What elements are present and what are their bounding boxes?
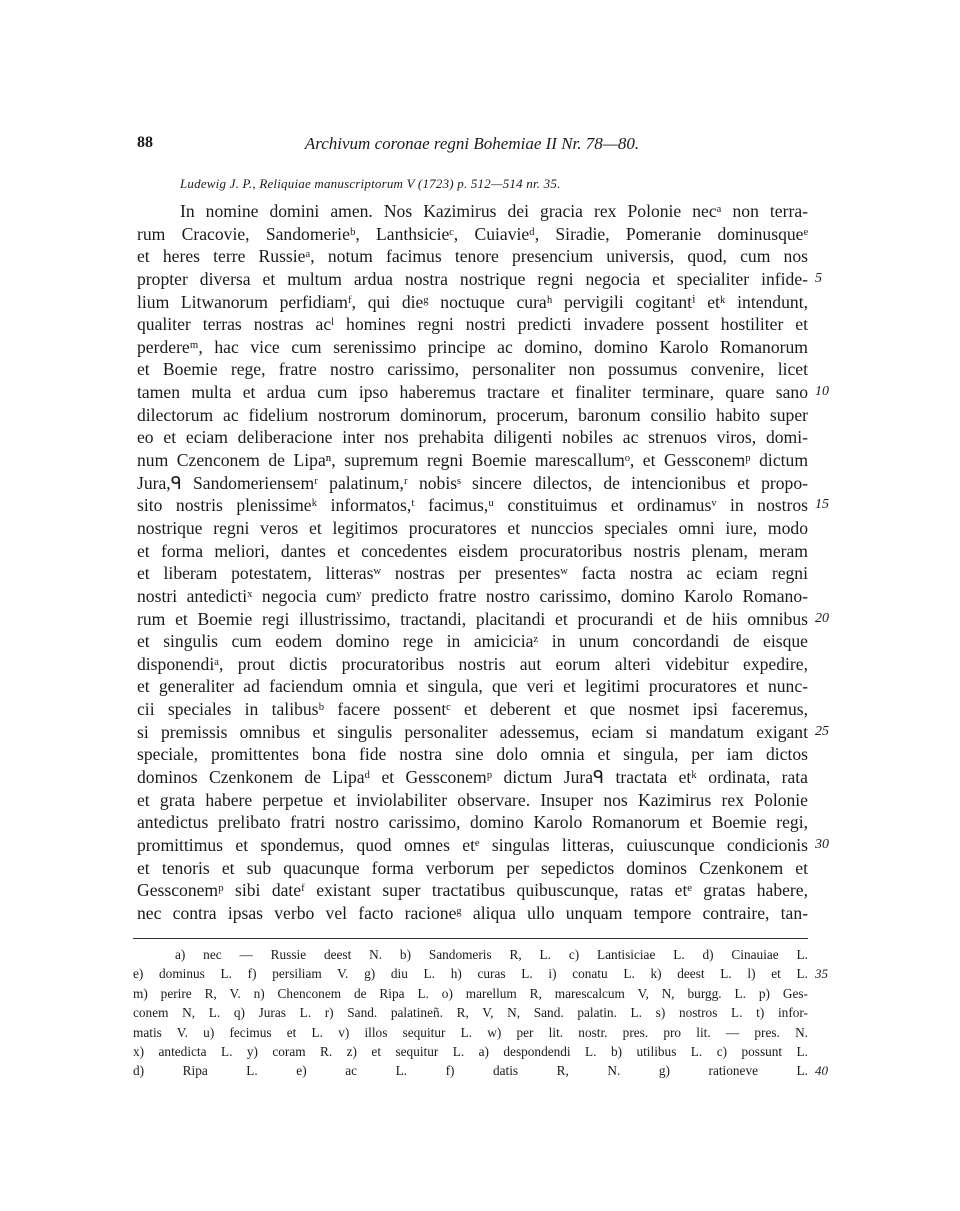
text-line-content: et grata habere perpetue et inviolabiliter observare. Insuper nos Kazimirus rex Polonie <box>137 789 808 810</box>
text-line-content: num Czenconem de Lipaⁿ, supremum regni Boemie marescallumᵒ, et Gessconemᵖ dictum <box>137 450 808 471</box>
text-line-content: qualiter terras nostras acˡ homines regni nostri predicti invadere possent hostiliter et <box>137 314 808 335</box>
text-line-content: nostrique regni veros et legitimos procuratores et nunccios speciales omni iure, modo <box>137 517 808 538</box>
footnotes <box>133 938 828 1081</box>
text-line <box>137 472 808 495</box>
text-line <box>137 494 829 517</box>
line-number: 20 <box>815 610 829 626</box>
text-line <box>137 698 808 721</box>
text-line <box>137 200 808 223</box>
text-line <box>137 245 808 268</box>
footnote-text: m) perire R, V. n) Chenconem de Ripa L. o) marellum R, marescalcum V, N, burgg. L. p) Ges- <box>133 985 808 1001</box>
source-citation: Ludewig J. P., Reliquiae manuscriptorum V (1723) p. 512—514 nr. 35. <box>180 176 561 191</box>
text-line <box>137 766 808 789</box>
text-line-content: promittimus et spondemus, quod omnes etᵉ singulas litteras, cuiuscunque condicionis <box>137 834 808 855</box>
running-title: Archivum coronae regni Bohemiae II Nr. 78—80. <box>304 134 640 153</box>
text-line <box>137 358 808 381</box>
text-line <box>137 585 808 608</box>
text-line <box>137 517 808 540</box>
text-line-content: Gessconemᵖ sibi dateᶠ existant super tractatibus quibuscunque, ratas etᵉ gratas habere, <box>137 880 808 901</box>
text-line <box>137 540 808 563</box>
text-line-content: et liberam potestatem, litterasʷ nostras per presentesʷ facta nostra ac eciam regni <box>137 563 808 584</box>
text-line <box>137 653 808 676</box>
text-line <box>137 381 829 404</box>
footnote-line <box>133 1042 808 1061</box>
text-line-content: nostri antedictiˣ negocia cumʸ predicto fratre nostro carissimo, domino Karolo Romano- <box>137 585 808 606</box>
text-line <box>137 449 808 472</box>
footnote-text: conem N, L. q) Juras L. r) Sand. palatineñ. R, V, N, Sand. palatin. L. s) nostros L. t) infor- <box>133 1005 808 1021</box>
footnote-text: x) antedicta L. y) coram R. z) et sequitur L. a) despondendi L. b) utilibus L. c) possunt L. <box>133 1043 808 1059</box>
text-line <box>137 721 829 744</box>
text-line-content: rum Cracovie, Sandomerieᵇ, Lanthsicieᶜ, Cuiavieᵈ, Siradie, Pomeranie dominusqueᵉ <box>137 223 808 244</box>
text-line <box>137 811 808 834</box>
text-line <box>137 608 829 631</box>
line-number: 5 <box>815 270 822 286</box>
text-line-content: propter diversa et multum ardua nostra nostrique regni negocia et specialiter infide- <box>137 268 808 289</box>
text-line-content: eo et eciam deliberacione inter nos prehabita diligenti nobiles ac strenuos viros, domi- <box>137 427 808 448</box>
footnote-line <box>133 1061 828 1080</box>
text-line-content: disponendiᵃ, prout dictis procuratoribus nostris aut eorum alteri videbitur expedire, <box>137 653 808 674</box>
text-line-content: tamen multa et ardua cum ipso haberemus tractare et finaliter terminare, quare sano <box>137 382 808 403</box>
text-line <box>137 336 808 359</box>
text-line-content: dilectorum ac fidelium nostrorum dominorum, procerum, baronum consilio habito super <box>137 404 808 425</box>
text-line-content: Jura,ᑫ Sandomeriensemʳ palatinum,ʳ nobisˢ sincere dilectos, de intencionibus et propo- <box>137 472 808 493</box>
footnote-text: e) dominus L. f) persiliam V. g) diu L. h) curas L. i) conatu L. k) deest L. l) et L. <box>133 966 808 982</box>
text-line-content: rum et Boemie regi illustrissimo, tractandi, placitandi et procurandi et de hiis omnibus <box>137 608 808 629</box>
text-line-content: sito nostris plenissimeᵏ informatos,ᵗ facimus,ᵘ constituimus et ordinamusᵛ in nostros <box>137 495 808 516</box>
text-line-content: et forma meliori, dantes et concedentes eisdem procuratoribus nostris plenam, meram <box>137 540 808 561</box>
text-line <box>137 879 808 902</box>
footnote-text: d) Ripa L. e) ac L. f) datis R, N. g) rationeve L. <box>133 1063 808 1079</box>
line-number: 25 <box>815 723 829 739</box>
text-line <box>137 857 808 880</box>
text-line <box>137 675 808 698</box>
text-line-content: et heres terre Russieᵃ, notum facimus tenore presencium universis, quod, cum nos <box>137 246 808 267</box>
page-number: 88 <box>137 134 153 151</box>
text-line <box>137 789 808 812</box>
line-number: 35 <box>815 966 828 982</box>
document-body <box>137 200 829 925</box>
text-line-content: nec contra ipsas verbo vel facto racioneᵍ aliqua ullo unquam tempore contraire, tan- <box>137 902 808 923</box>
footnote-line <box>133 984 808 1003</box>
text-line-content: si premissis omnibus et singulis personaliter adessemus, eciam si mandatum exigant <box>137 721 808 742</box>
text-line <box>137 268 822 291</box>
footnote-line <box>133 964 828 983</box>
text-line-content: antedictus prelibato fratri nostro carissimo, domino Karolo Romanorum et Boemie regi, <box>137 812 808 833</box>
text-line <box>137 313 808 336</box>
text-line <box>137 834 829 857</box>
footnote-line <box>133 1003 808 1022</box>
text-line <box>137 630 808 653</box>
text-line-content: et singulis cum eodem domino rege in amiciciaᶻ in unum concordandi de eisque <box>137 631 808 652</box>
line-number: 30 <box>815 836 829 852</box>
text-line-content: et tenoris et sub quacunque forma verborum per sepedictos dominos Czenkonem et <box>137 857 808 878</box>
text-line-content: speciale, promittentes bona fide nostra sine dolo omnia et singula, per iam dictos <box>137 744 808 765</box>
text-line <box>137 902 808 925</box>
text-line <box>137 223 808 246</box>
text-line-content: cii speciales in talibusᵇ facere possentᶜ et deberent et que nosmet ipsi faceremus, <box>137 699 808 720</box>
line-number: 10 <box>815 384 829 400</box>
footnote-line <box>133 1023 808 1042</box>
text-line-content: dominos Czenkonem de Lipaᵈ et Gessconemᵖ dictum Juraᑫ tractata etᵏ ordinata, rata <box>137 767 808 788</box>
text-line-content: et Boemie rege, fratre nostro carissimo, personaliter non possumus convenire, licet <box>137 359 808 380</box>
footnote-text: a) nec — Russie deest N. b) Sandomeris R, L. c) Lantisiciae L. d) Cinauiae L. <box>175 947 808 962</box>
text-line-content: et generaliter ad faciendum omnia et singula, que veri et legitimi procuratores et nunc- <box>137 676 808 697</box>
text-line-content: perdereᵐ, hac vice cum serenissimo principe ac domino, domino Karolo Romanorum <box>137 336 808 357</box>
line-number: 40 <box>815 1063 828 1079</box>
text-line-content: In nomine domini amen. Nos Kazimirus dei gracia rex Polonie necᵃ non terra- <box>180 201 808 221</box>
footnote-text: matis V. u) fecimus et L. v) illos sequitur L. w) per lit. nostr. pres. pro lit. — pres. N. <box>133 1024 808 1040</box>
footnote-line <box>133 945 808 964</box>
text-line <box>137 426 808 449</box>
text-line <box>137 404 808 427</box>
text-line <box>137 291 808 314</box>
line-number: 15 <box>815 497 829 513</box>
text-line <box>137 562 808 585</box>
text-line <box>137 743 808 766</box>
text-line-content: lium Litwanorum perfidiamᶠ, qui dieᵍ noctuque curaʰ pervigili cogitantⁱ etᵏ intendunt, <box>137 291 808 312</box>
